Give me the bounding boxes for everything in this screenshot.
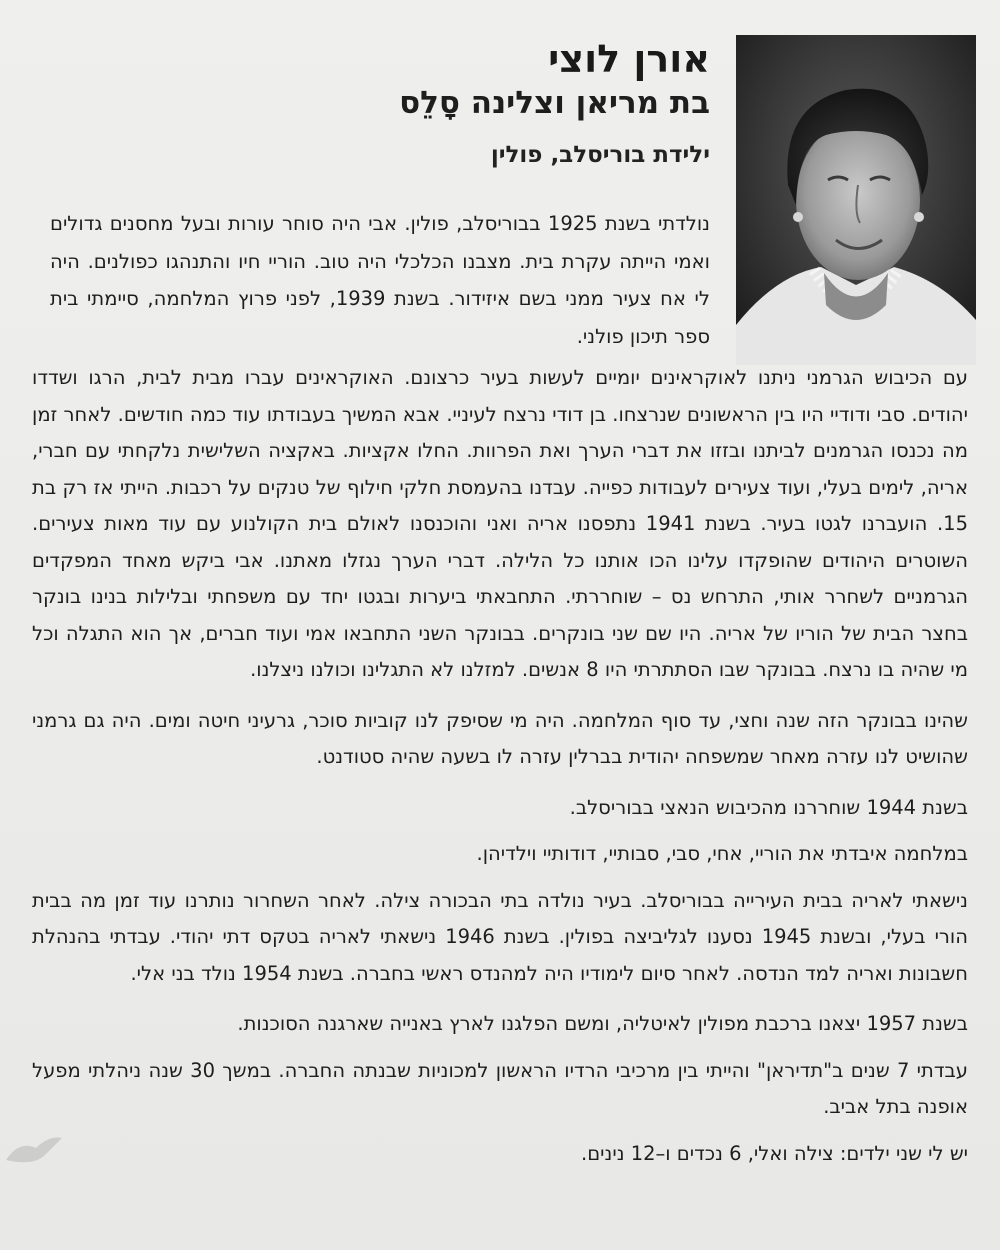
- portrait-photo: [736, 35, 976, 365]
- birthplace-line: ילידת בוריסלב, פולין: [490, 142, 710, 168]
- article-body: [32, 360, 968, 1186]
- paragraph-family: יש לי שני ילדים: צילה ואלי, 6 נכדים ו–12 נינים.: [581, 1141, 968, 1165]
- faded-bird-mark: [4, 1130, 64, 1170]
- person-name: אורן לוצי: [548, 37, 710, 81]
- paragraph-occupation: עם הכיבוש הגרמני ניתנו לאוקראינים יומיים לעשות בעיר כרצונם. האוקראינים עברו מבית לבית, הרגו ושדדו יהודים. סבי ודודיי היו בין הראשונים שנרצחו. בן דודי נרצח לעיניי. אבא המשיך בעבודתו עוד כמה חודשים. לאחר זמן מה נכנסו הגרמנים לביתנו ובזזו את דברי הערך ואת הפרוות. החלו אקציות. באקציה השלישית נלקחתי עם חברי, אריה, לימים בעלי, ועוד צעירים לעבודות כפייה. עבדנו בהעמסת חלקי חילוף של טנקים על רכבות. הייתי אז רק בת 15. הועברנו לגטו בעיר. בשנת 1941 נתפסנו אריה ואני והוכנסנו לאולם בית הקולנוע עם עוד מאות צעירים. השוטרים היהודים שהופקדו עלינו הכו אותנו כל הלילה. דברי הערך נגזלו מאתנו. אבי ביקש מאחד המפקדים הגרמניים לשחרר אותי, התרחש נס – שוחררתי. התחבאתי ביערות ובגטו יחד עם משפחתי ובלילות בנינו בונקר בחצר הבית של הוריו של אריה. היו שם שני בונקרים. בבונקר השני התחבאו אמי ועוד חברים, אך הוא התגלה וכל מי שהיה בו נרצח. בבונקר שבו הסתתרתי היו 8 אנשים. למזלנו לא התגלינו וכולנו ניצלנו.: [32, 366, 968, 681]
- portrait-image: [736, 35, 976, 365]
- intro-paragraph: נולדתי בשנת 1925 בבוריסלב, פולין. אבי היה סוחר עורות ובעל מחסנים גדולים ואמי הייתה עקרת בית. מצבנו הכלכלי היה טוב. הוריי חיו והתנהגו כפולנים. היה לי אח צעיר ממני בשם איזידור. בשנת 1939, לפני פרוץ המלחמה, סיימתי בית ספר תיכון פולני.: [50, 212, 710, 348]
- paragraph-liberation: בשנת 1944 שוחררנו מהכיבוש הנאצי בבוריסלב.: [569, 795, 968, 819]
- paragraph-bunker: שהינו בבונקר הזה שנה וחצי, עד סוף המלחמה. היה מי שסיפק לנו קוביות סוכר, גרעיני חיטה ומים. היה גם גרמני שהושיט לנו עזרה מאחר שמשפחה יהודית בברלין עזרה לו בשעה שהיה סטודנט.: [32, 708, 968, 768]
- paragraph-loss: במלחמה איבדתי את הוריי, אחי, סבי, סבותיי, דודותיי וילדיהן.: [476, 842, 968, 865]
- paragraph-work: עבדתי 7 שנים ב"תדיראן" והייתי בין מרכיבי הרדיו הראשון למכוניות שבנתה החברה. במשך 30 שנה ניהלתי מפעל אופנה בתל אביב.: [32, 1058, 968, 1118]
- article-header: [50, 36, 710, 170]
- paragraph-immigration: בשנת 1957 יצאנו ברכבת מפולין לאיטליה, ומשם הפלגנו לארץ באנייה שארגנה הסוכנות.: [237, 1012, 968, 1035]
- parents-line: בת מריאן וצלינה סָלֵס: [399, 85, 710, 121]
- paragraph-marriage: נישאתי לאריה בבית העירייה בבוריסלב. בעיר נולדה בתי הבכורה צילה. לאחר השחרור נותרנו עוד זמן מה בבית הורי בעלי, ובשנת 1945 נסענו לגליביצה בפולין. בשנת 1946 נישאתי לאריה בטקס דתי יהודי. עבדתי בהנהלת חשבונות ואריה למד הנדסה. לאחר סיום לימודיו היה למהנדס ראשי בחברה. בשנת 1954 נולד בני אלי.: [32, 888, 968, 985]
